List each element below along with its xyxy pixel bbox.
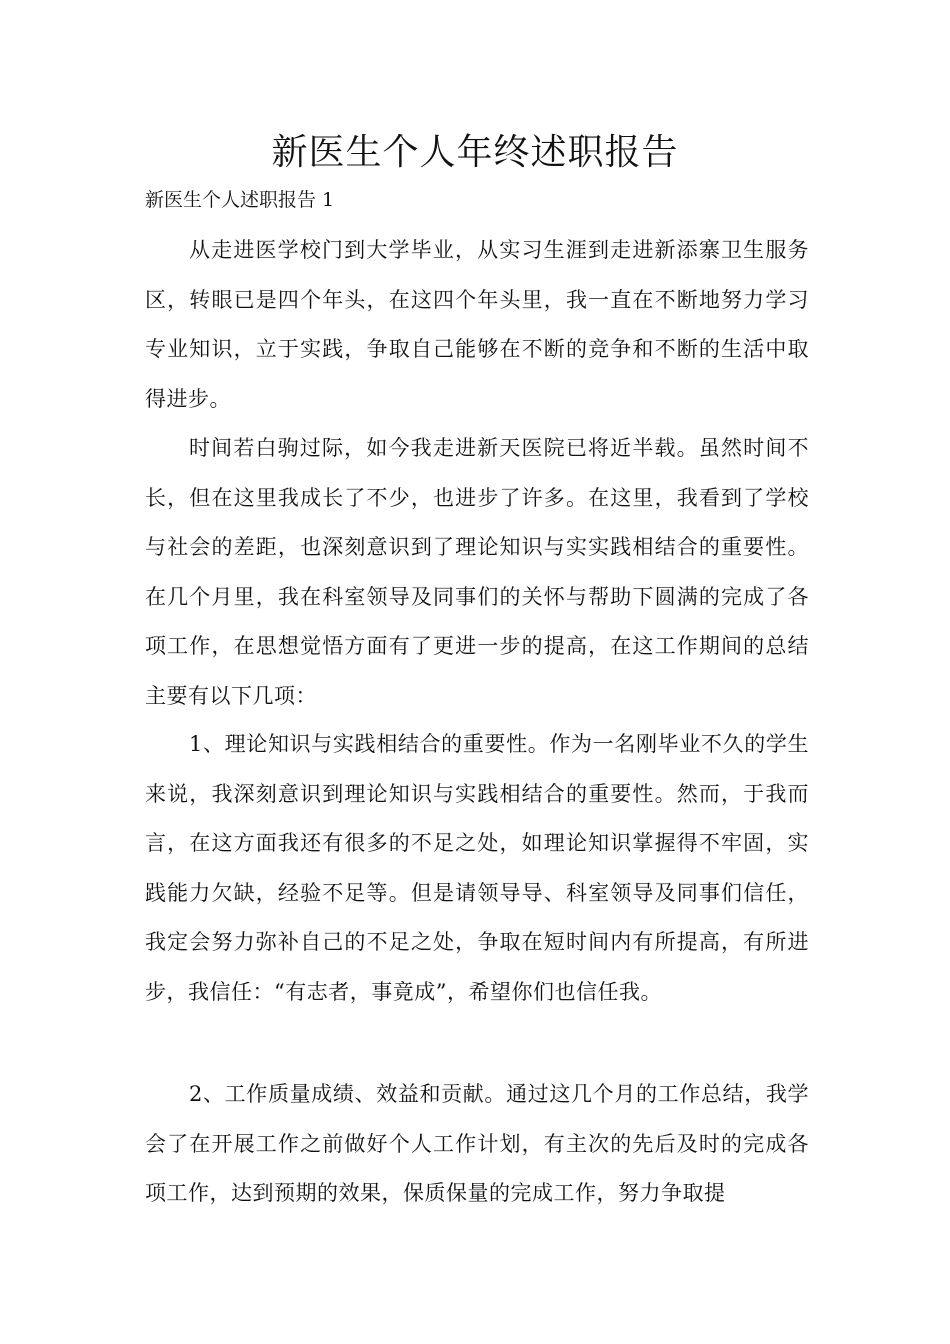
paragraph-overview: 时间若白驹过际，如今我走进新天医院已将近半载。虽然时间不长，但在这里我成长了不少，也进步了许多。在这里，我看到了学校与社会的差距，也深刻意识到了理论知识与实实践相结合的重要性。在几个月里，我在科室领导及同事们的关怀与帮助下圆满的完成了各项工作，在思想觉悟方面有了更进一步的提高，在这工作期间的总结主要有以下几项： <box>145 436 809 708</box>
paragraph-point-2: 2、工作质量成绩、效益和贡献。通过这几个月的工作总结，我学会了在开展工作之前做好个人工作计划，有主次的先后及时的完成各项工作，达到预期的效果，保质保量的完成工作，努力争取提 <box>145 1082 809 1205</box>
paragraph-intro: 从走进医学校门到大学毕业，从实习生涯到走进新添寨卫生服务区，转眼已是四个年头，在这四个年头里，我一直在不断地努力学习专业知识，立于实践，争取自己能够在不断的竞争和不断的生活中取得进步。 <box>145 238 809 411</box>
document-subtitle: 新医生个人述职报告 1 <box>145 189 335 211</box>
paragraph-point-1: 1、理论知识与实践相结合的重要性。作为一名刚毕业不久的学生来说，我深刻意识到理论知识与实践相结合的重要性。然而，于我而言，在这方面我还有很多的不足之处，如理论知识掌握得不牢固，实践能力欠缺，经验不足等。但是请领导导、科室领导及同事们信任，我定会努力弥补自己的不足之处，争取在短时间内有所提高，有所进步，我信任：“有志者，事竟成”，希望你们也信任我。 <box>145 732 809 1004</box>
document-title: 新医生个人年终述职报告 <box>271 132 679 173</box>
